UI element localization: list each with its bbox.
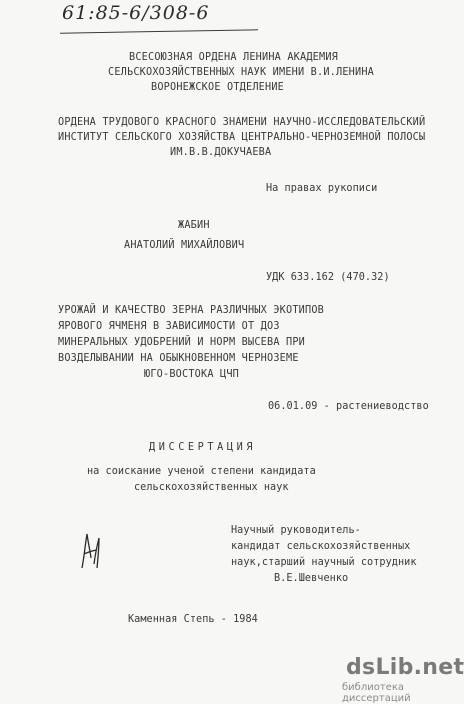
title-line-3: МИНЕРАЛЬНЫХ УДОБРЕНИЙ И НОРМ ВЫСЕВА ПРИ: [58, 337, 306, 348]
academy-line-2: СЕЛЬСКОХОЗЯЙСТВЕННЫХ НАУК ИМЕНИ В.И.ЛЕНИНА: [108, 67, 375, 78]
manuscript-note: На правах рукописи: [266, 183, 378, 194]
supervisor-line-2: кандидат сельскохозяйственных: [231, 541, 411, 552]
supervisor-line-4: В.Е.Шевченко: [274, 573, 349, 584]
handwritten-archive-code: 61:85-6/308-6: [62, 2, 210, 24]
title-line-2: ЯРОВОГО ЯЧМЕНЯ В ЗАВИСИМОСТИ ОТ ДОЗ: [58, 321, 280, 332]
title-line-1: УРОЖАЙ И КАЧЕСТВО ЗЕРНА РАЗЛИЧНЫХ ЭКОТИПОВ: [58, 305, 325, 316]
supervisor-signature: [78, 528, 104, 572]
supervisor-line-3: наук,старший научный сотрудник: [231, 557, 417, 568]
watermark-logo: dsLib.net: [346, 655, 464, 680]
title-line-4: ВОЗДЕЛЫВАНИИ НА ОБЫКНОВЕННОМ ЧЕРНОЗЕМЕ: [58, 353, 299, 364]
city-year: Каменная Степь - 1984: [128, 614, 258, 625]
document-type: ДИССЕРТАЦИЯ: [149, 442, 257, 453]
udc-code: УДК 633.162 (470.32): [266, 272, 390, 283]
academy-line-1: ВСЕСОЮЗНАЯ ОРДЕНА ЛЕНИНА АКАДЕМИЯ: [129, 52, 339, 63]
academy-line-3: ВОРОНЕЖСКОЕ ОТДЕЛЕНИЕ: [151, 82, 285, 93]
watermark-subtitle: библиотека диссертаций: [342, 682, 411, 704]
author-name: АНАТОЛИЙ МИХАЙЛОВИЧ: [124, 240, 245, 251]
degree-line-1: на соискание ученой степени кандидата: [87, 466, 316, 477]
institute-line-2: ИНСТИТУТ СЕЛЬСКОГО ХОЗЯЙСТВА ЦЕНТРАЛЬНО-ЧЕРНОЗЕМНОЙ ПОЛОСЫ: [58, 132, 426, 143]
specialty: 06.01.09 - растениеводство: [268, 401, 429, 412]
institute-line-1: ОРДЕНА ТРУДОВОГО КРАСНОГО ЗНАМЕНИ НАУЧНО-ИССЛЕДОВАТЕЛЬСКИЙ: [58, 117, 426, 128]
institute-line-3: ИМ.В.В.ДОКУЧАЕВА: [170, 147, 272, 158]
author-surname: ЖАБИН: [178, 220, 210, 231]
supervisor-line-1: Научный руководитель-: [231, 525, 361, 536]
degree-line-2: сельскохозяйственных наук: [134, 482, 289, 493]
handwritten-underline: [60, 29, 258, 33]
title-line-5: ЮГО-ВОСТОКА ЦЧП: [144, 369, 240, 380]
